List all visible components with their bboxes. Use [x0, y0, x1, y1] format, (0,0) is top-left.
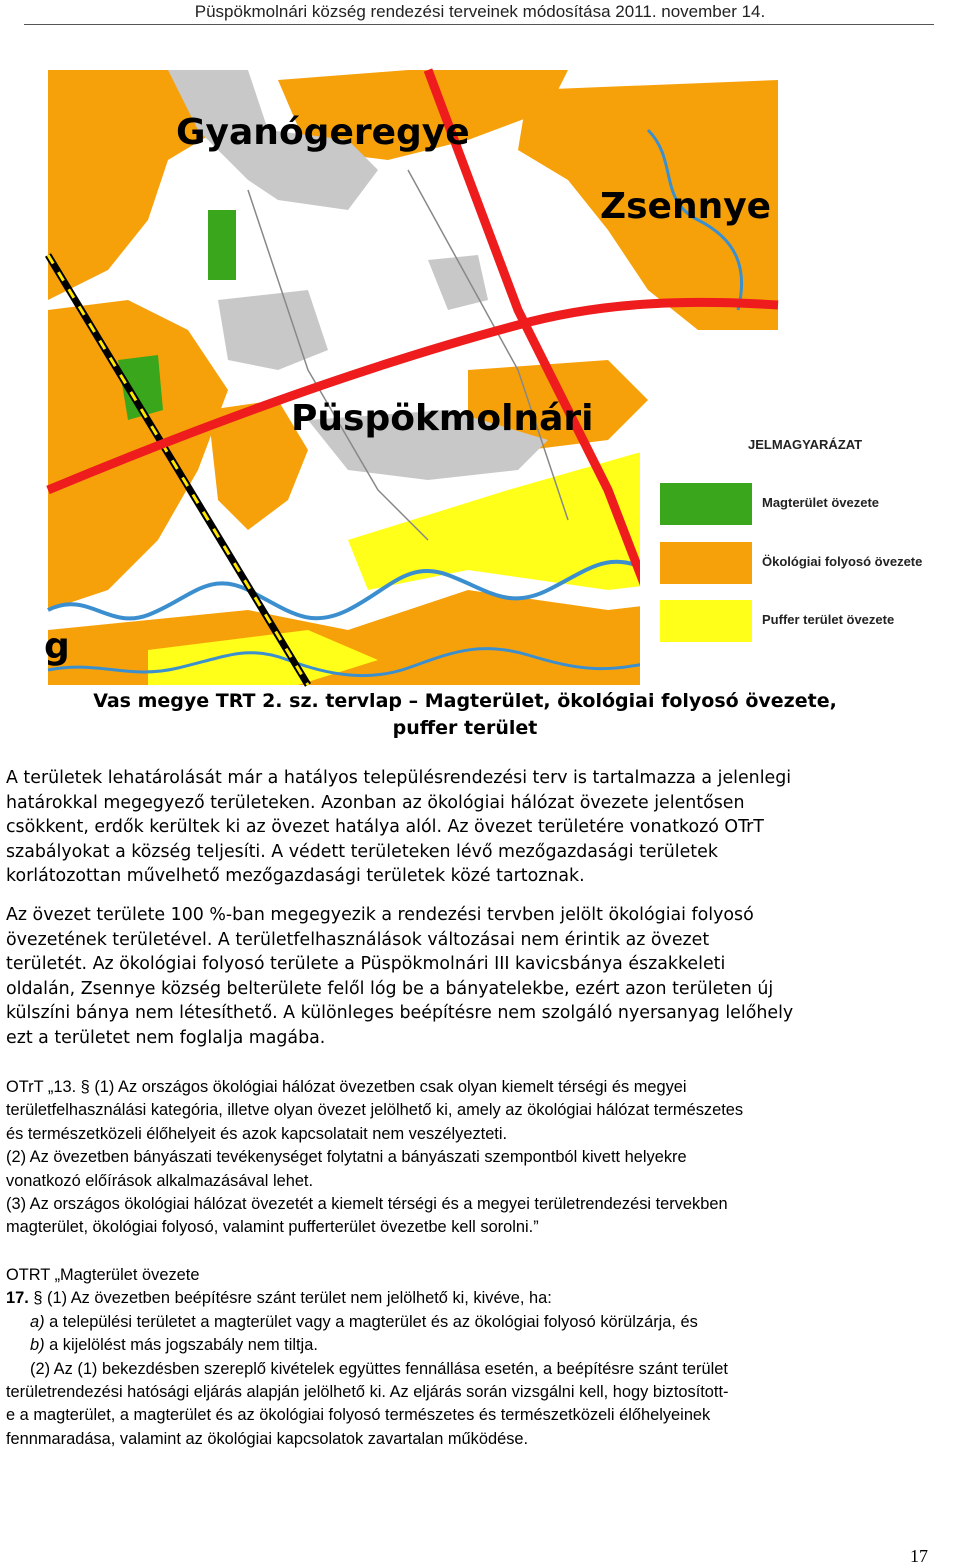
map-legend: [640, 425, 960, 687]
place-name-gyanogeregye: Gyanógeregye: [176, 112, 470, 153]
text-line: e a magterület, a magterület és az ökológiai folyosó természetes és természetközeli élőhelyeinek: [6, 1406, 711, 1425]
text-line: külszíni bánya nem létesíthető. A különleges beépítésre nem szolgáló nyersanyag lelőhely: [6, 1003, 794, 1024]
item-label: b): [30, 1336, 45, 1355]
text-line: övezetének területével. A területfelhasználások változásai nem érintik az övezet: [6, 929, 710, 950]
text-line: területét. Az ökológiai folyosó területe a Püspökmolnári III kavicsbánya északkeleti: [6, 954, 726, 975]
legend-swatch-core: [660, 483, 752, 525]
legend-label-core: Magterület övezete: [762, 495, 880, 510]
text-line: OTrT „13. § (1) Az országos ökológiai hálózat övezetben csak olyan kiemelt térségi és megyei: [6, 1078, 687, 1096]
legend-label-corridor: Ökológiai folyosó övezete: [762, 554, 923, 569]
item-label: a): [30, 1312, 45, 1331]
legend-swatch-puffer: [660, 600, 752, 642]
text-line: (3) Az országos ökológiai hálózat övezetét a kiemelt térségi és a megyei területrendezési tervekben: [6, 1195, 728, 1214]
text-line: ezt a területet nem foglalja magába.: [6, 1027, 326, 1048]
legend-title: JELMAGYARÁZAT: [748, 437, 863, 452]
text-line: [6, 1311, 928, 1334]
paragraph-1: [6, 766, 928, 889]
text-line: csökkent, erdők kerültek ki az övezet hatálya alól. Az övezet területére vonatkozó OTrT: [6, 817, 764, 838]
text-line: területrendezési hatósági eljárás alapján jelölhető ki. Az eljárás során vizsgálni kell, hogy biztosított-: [6, 1383, 729, 1402]
place-name-zsennye: Zsennye: [600, 186, 772, 227]
legend-swatch-corridor: [660, 542, 752, 584]
text-span: § (1) Az övezetben beépítésre szánt terület nem jelölhető ki, kivéve, ha:: [28, 1289, 552, 1308]
text-line: [6, 1287, 928, 1310]
text-line: és természetközeli élőhelyeit és azok kapcsolatait nem veszélyezteti.: [6, 1124, 508, 1143]
paragraph-2: [6, 903, 928, 1051]
caption-line-2: puffer terület: [392, 717, 538, 739]
legend-label-puffer: Puffer terület övezete: [762, 612, 895, 627]
header-rule: [24, 24, 934, 25]
section-title: OTRT „Magterület övezete: [6, 1266, 200, 1284]
text-line: [6, 1334, 928, 1357]
text-line: területfelhasználási kategória, illetve olyan övezet jelölhető ki, amely az ökológiai hálózat természetes: [6, 1101, 744, 1120]
running-header: Püspökmolnári község rendezési terveinek módosítása 2011. november 14.: [194, 2, 766, 21]
text-line: A területek lehatárolását már a hatályos településrendezési terv is tartalmazza a jelenlegi: [6, 768, 792, 788]
otrt-13-quote: [6, 1076, 928, 1240]
text-line: fennmaradása, valamint az ökológiai kapcsolatok zavartalan működése.: [6, 1429, 529, 1448]
place-name-puspokmolnari: Püspökmolnári: [291, 398, 594, 439]
text-span: a települési területet a magterület vagy a magterület és az ökológiai folyosó körülzárja, és: [44, 1312, 698, 1331]
text-line: oldalán, Zsennye község belterülete felől lóg be a bányatelekbe, ezért azon területen új: [6, 978, 774, 999]
text-line: határokkal megegyező területeken. Azonban az ökológiai hálózat övezete jelentősen: [6, 792, 745, 813]
text-line: korlátozottan művelhető mezőgazdasági területek közé tartoznak.: [6, 866, 585, 887]
otrt-17-quote: [6, 1264, 928, 1451]
caption-line-1: Vas megye TRT 2. sz. tervlap – Magterület, ökológiai folyosó övezete,: [93, 690, 837, 712]
figure-caption: [0, 688, 930, 742]
text-line: (2) Az övezetben bányászati tevékenységet folytatni a bányászati szempontból kivett helyekre: [6, 1148, 687, 1167]
text-line: szabályokat a község teljesíti. A védett területeken lévő mezőgazdasági területek: [6, 841, 718, 862]
section-number: 17.: [6, 1289, 29, 1308]
text-line: (2) Az (1) bekezdésben szereplő kivételek együttes fennállása esetén, a beépítésre szánt terület: [30, 1359, 728, 1378]
text-line: magterület, ökológiai folyosó, valamint pufferterület övezetbe kell sorolni.”: [6, 1218, 539, 1237]
page-number: 17: [910, 1546, 928, 1566]
text-line: Az övezet területe 100 %-ban megegyezik a rendezési tervben jelölt ökológiai folyosó: [6, 905, 754, 925]
text-line: vonatkozó előírások alkalmazásával lehet.: [6, 1171, 314, 1190]
place-name-fragment: g: [44, 626, 70, 667]
text-span: a kijelölést más jogszabály nem tiltja.: [44, 1336, 318, 1355]
